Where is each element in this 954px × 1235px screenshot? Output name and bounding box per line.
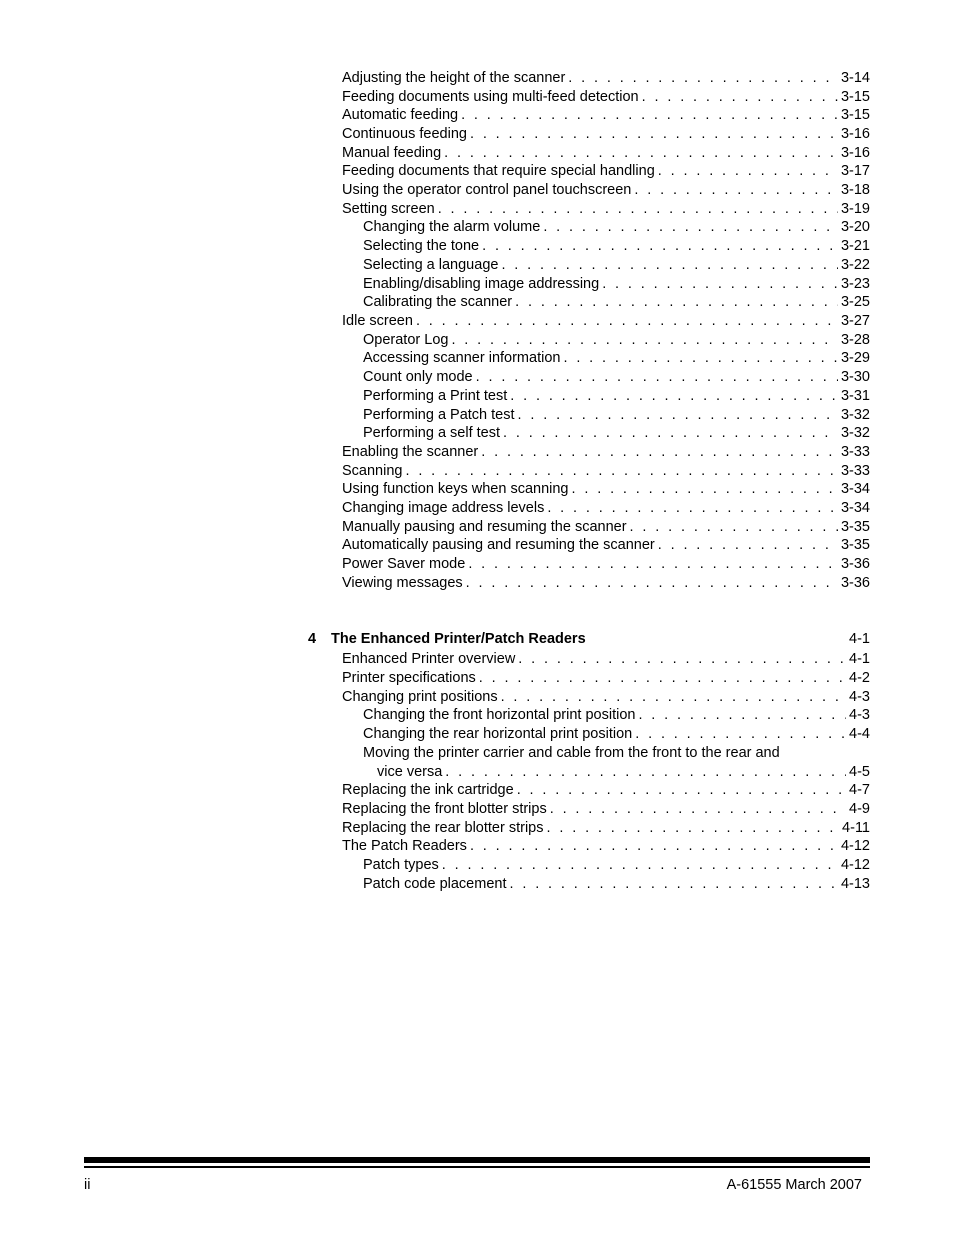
leader-dots bbox=[517, 781, 846, 799]
leader-dots bbox=[509, 875, 837, 893]
toc-entry-page: 3-32 bbox=[840, 407, 870, 423]
leader-dots bbox=[438, 200, 838, 218]
toc-entry-title: Viewing messages bbox=[342, 575, 463, 591]
chapter-number: 4 bbox=[308, 631, 317, 647]
leader-dots bbox=[468, 555, 838, 573]
toc-entry[interactable] bbox=[342, 480, 870, 498]
toc-entry[interactable] bbox=[342, 181, 870, 199]
toc-entry-title: Changing the alarm volume bbox=[363, 219, 541, 235]
toc-entry-page: 3-14 bbox=[840, 70, 870, 86]
toc-entry-page: 4-11 bbox=[842, 820, 870, 836]
toc-entry-title: Adjusting the height of the scanner bbox=[342, 70, 566, 86]
toc-entry[interactable] bbox=[342, 650, 870, 668]
toc-entry[interactable] bbox=[342, 125, 870, 143]
toc-entry-title: Enabling/disabling image addressing bbox=[363, 276, 600, 292]
chapter-title: The Enhanced Printer/Patch Readers bbox=[331, 631, 586, 647]
toc-entry-page: 3-16 bbox=[840, 145, 870, 161]
toc-entry-page: 3-30 bbox=[840, 369, 870, 385]
leader-dots bbox=[501, 256, 838, 274]
toc-entry[interactable] bbox=[342, 162, 870, 180]
toc-entry-title: Accessing scanner information bbox=[363, 350, 561, 366]
toc-entry-page: 4-13 bbox=[840, 876, 870, 892]
toc-entry-page: 4-7 bbox=[849, 782, 870, 798]
leader-dots bbox=[476, 368, 838, 386]
toc-entry-title: Selecting a language bbox=[363, 257, 499, 273]
toc-entry-page: 3-15 bbox=[840, 107, 870, 123]
leader-dots bbox=[444, 144, 838, 162]
toc-entry-title: Feeding documents that require special handling bbox=[342, 163, 655, 179]
toc-entry-page: 4-2 bbox=[849, 670, 870, 686]
toc-entry[interactable] bbox=[342, 518, 870, 536]
leader-dots bbox=[518, 406, 838, 424]
toc-entry-title: Automatically pausing and resuming the scanner bbox=[342, 537, 655, 553]
toc-entry-page: 3-31 bbox=[840, 388, 870, 404]
toc-entry-title: Selecting the tone bbox=[363, 238, 480, 254]
toc-entry-page: 3-36 bbox=[840, 575, 870, 591]
toc-entry-page: 3-34 bbox=[840, 500, 870, 516]
toc-entry-page: 3-18 bbox=[840, 182, 870, 198]
toc-entry-page: 4-12 bbox=[840, 838, 870, 854]
toc-entry[interactable] bbox=[342, 88, 870, 106]
leader-dots bbox=[547, 819, 840, 837]
toc-subentry[interactable] bbox=[363, 706, 870, 724]
toc-entry[interactable] bbox=[342, 800, 870, 818]
toc-subentry-line1[interactable]: Moving the printer carrier and cable from the front to the rear and bbox=[363, 745, 780, 761]
toc-entry-page: 3-19 bbox=[840, 201, 870, 217]
leader-dots bbox=[572, 480, 838, 498]
leader-dots bbox=[630, 518, 838, 536]
toc-subentry[interactable] bbox=[363, 387, 870, 405]
toc-entry-title: Changing the rear horizontal print position bbox=[363, 726, 633, 742]
toc-entry[interactable] bbox=[342, 462, 870, 480]
leader-dots bbox=[568, 69, 838, 87]
leader-dots bbox=[501, 688, 846, 706]
toc-entry-page: 3-23 bbox=[840, 276, 870, 292]
toc-entry[interactable] bbox=[342, 819, 870, 837]
toc-entry-page: 4-3 bbox=[849, 707, 870, 723]
toc-entry-title: vice versa bbox=[377, 764, 443, 780]
leader-dots bbox=[635, 725, 846, 743]
chapter-page: 4-1 bbox=[849, 631, 870, 647]
leader-dots bbox=[515, 293, 838, 311]
toc-entry-title: Replacing the front blotter strips bbox=[342, 801, 547, 817]
toc-entry-title: Replacing the ink cartridge bbox=[342, 782, 514, 798]
toc-entry-title: Using the operator control panel touchscreen bbox=[342, 182, 632, 198]
leader-dots bbox=[658, 162, 838, 180]
toc-entry-page: 4-4 bbox=[849, 726, 870, 742]
toc-entry-page: 3-32 bbox=[840, 425, 870, 441]
page-number: ii bbox=[84, 1177, 91, 1193]
toc-entry-page: 3-21 bbox=[840, 238, 870, 254]
leader-dots bbox=[518, 650, 846, 668]
toc-entry-title: Changing print positions bbox=[342, 689, 498, 705]
leader-dots bbox=[466, 574, 838, 592]
toc-subentry[interactable] bbox=[363, 331, 870, 349]
toc-entry[interactable] bbox=[342, 499, 870, 517]
toc-entry-title: Scanning bbox=[342, 463, 403, 479]
leader-dots bbox=[503, 424, 838, 442]
toc-subentry[interactable] bbox=[363, 856, 870, 874]
toc-entry-page: 4-1 bbox=[849, 651, 870, 667]
toc-entry-page: 3-34 bbox=[840, 481, 870, 497]
toc-entry-title: Changing image address levels bbox=[342, 500, 545, 516]
toc-subentry[interactable] bbox=[363, 293, 870, 311]
leader-dots bbox=[658, 536, 838, 554]
leader-dots bbox=[602, 275, 838, 293]
toc-entry[interactable] bbox=[342, 443, 870, 461]
toc-entry[interactable] bbox=[342, 106, 870, 124]
leader-dots bbox=[451, 331, 838, 349]
toc-entry-title: Power Saver mode bbox=[342, 556, 466, 572]
footer-rule-thin bbox=[84, 1166, 870, 1168]
toc-entry-page: 4-12 bbox=[840, 857, 870, 873]
toc-entry[interactable] bbox=[342, 69, 870, 87]
toc-entry-title: Performing a self test bbox=[363, 425, 500, 441]
leader-dots bbox=[547, 499, 838, 517]
toc-subentry[interactable] bbox=[363, 349, 870, 367]
toc-entry[interactable] bbox=[342, 781, 870, 799]
toc-entry-title: Patch code placement bbox=[363, 876, 507, 892]
toc-entry-title: Printer specifications bbox=[342, 670, 476, 686]
toc-entry-title: Manual feeding bbox=[342, 145, 442, 161]
toc-entry-page: 3-35 bbox=[840, 537, 870, 553]
footer-rule-thick bbox=[84, 1157, 870, 1163]
toc-subentry[interactable] bbox=[363, 218, 870, 236]
toc-subentry[interactable] bbox=[363, 237, 870, 255]
toc-entry-title: Manually pausing and resuming the scanner bbox=[342, 519, 627, 535]
leader-dots bbox=[416, 312, 838, 330]
toc-entry-page: 3-22 bbox=[840, 257, 870, 273]
toc-subentry[interactable] bbox=[363, 256, 870, 274]
leader-dots bbox=[481, 443, 838, 461]
toc-entry-title: Operator Log bbox=[363, 332, 449, 348]
toc-entry-page: 3-25 bbox=[840, 294, 870, 310]
toc-entry[interactable] bbox=[342, 536, 870, 554]
toc-entry-page: 3-33 bbox=[840, 444, 870, 460]
leader-dots bbox=[482, 237, 838, 255]
toc-entry-page: 3-16 bbox=[840, 126, 870, 142]
toc-entry-title: Feeding documents using multi-feed detection bbox=[342, 89, 639, 105]
toc-subentry[interactable] bbox=[363, 725, 870, 743]
toc-entry-title: Using function keys when scanning bbox=[342, 481, 569, 497]
toc-entry-title: Enabling the scanner bbox=[342, 444, 479, 460]
toc-entry[interactable] bbox=[342, 688, 870, 706]
leader-dots bbox=[563, 349, 838, 367]
leader-dots bbox=[510, 387, 838, 405]
toc-entry-title: Calibrating the scanner bbox=[363, 294, 513, 310]
toc-entry-title: Idle screen bbox=[342, 313, 413, 329]
leader-dots bbox=[470, 125, 838, 143]
leader-dots bbox=[470, 837, 838, 855]
leader-dots bbox=[543, 218, 838, 236]
leader-dots bbox=[479, 669, 846, 687]
toc-subentry-continuation[interactable] bbox=[377, 763, 870, 781]
toc-entry[interactable] bbox=[342, 312, 870, 330]
toc-subentry[interactable] bbox=[363, 275, 870, 293]
toc-entry-page: 3-27 bbox=[840, 313, 870, 329]
document-info: A-61555 March 2007 bbox=[726, 1177, 862, 1193]
toc-entry-page: 3-28 bbox=[840, 332, 870, 348]
leader-dots bbox=[634, 181, 838, 199]
toc-entry-page: 3-36 bbox=[840, 556, 870, 572]
toc-entry-page: 3-35 bbox=[840, 519, 870, 535]
toc-entry-title: Count only mode bbox=[363, 369, 473, 385]
leader-dots bbox=[550, 800, 846, 818]
leader-dots bbox=[445, 763, 846, 781]
toc-entry-title: The Patch Readers bbox=[342, 838, 467, 854]
leader-dots bbox=[442, 856, 838, 874]
toc-entry-title: Setting screen bbox=[342, 201, 435, 217]
toc-entry-title: Changing the front horizontal print position bbox=[363, 707, 636, 723]
leader-dots bbox=[405, 462, 838, 480]
toc-subentry[interactable] bbox=[363, 406, 870, 424]
toc-entry-page: 4-3 bbox=[849, 689, 870, 705]
toc-entry-page: 4-9 bbox=[849, 801, 870, 817]
toc-entry-title: Enhanced Printer overview bbox=[342, 651, 516, 667]
toc-subentry[interactable] bbox=[363, 368, 870, 386]
toc-entry-title: Performing a Print test bbox=[363, 388, 508, 404]
toc-entry-page: 3-33 bbox=[840, 463, 870, 479]
toc-entry[interactable] bbox=[342, 837, 870, 855]
toc-entry-page: 3-20 bbox=[840, 219, 870, 235]
toc-entry-page: 4-5 bbox=[849, 764, 870, 780]
toc-entry-page: 3-17 bbox=[840, 163, 870, 179]
toc-entry-page: 3-29 bbox=[840, 350, 870, 366]
toc-entry[interactable] bbox=[342, 555, 870, 573]
leader-dots bbox=[461, 106, 838, 124]
toc-entry[interactable] bbox=[342, 669, 870, 687]
toc-entry[interactable] bbox=[342, 200, 870, 218]
toc-entry[interactable] bbox=[342, 574, 870, 592]
toc-entry-title: Continuous feeding bbox=[342, 126, 467, 142]
toc-subentry[interactable] bbox=[363, 875, 870, 893]
toc-entry-title: Replacing the rear blotter strips bbox=[342, 820, 544, 836]
toc-entry-page: 3-15 bbox=[840, 89, 870, 105]
toc-entry-title: Performing a Patch test bbox=[363, 407, 515, 423]
toc-entry-title: Automatic feeding bbox=[342, 107, 459, 123]
toc-chapter-heading[interactable] bbox=[308, 630, 870, 648]
toc-entry-title: Patch types bbox=[363, 857, 439, 873]
leader-dots bbox=[642, 88, 838, 106]
toc-entry[interactable] bbox=[342, 144, 870, 162]
toc-subentry[interactable] bbox=[363, 424, 870, 442]
leader-dots bbox=[638, 706, 846, 724]
